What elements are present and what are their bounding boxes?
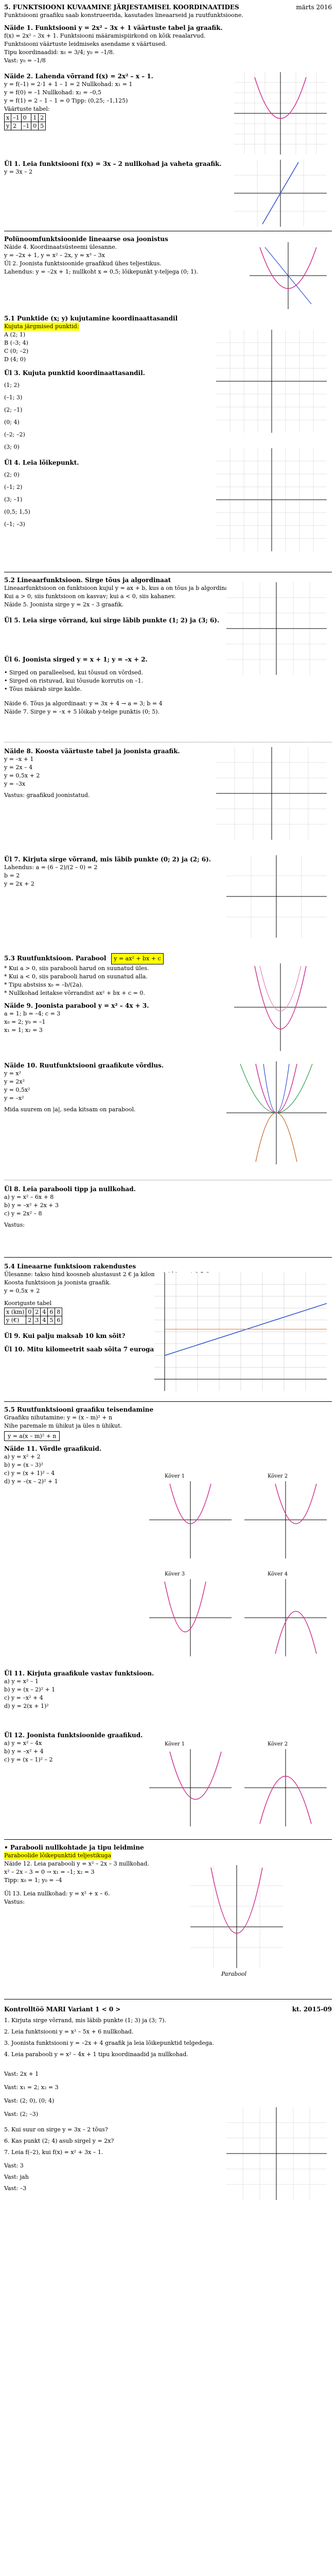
- curve-label: Kõver 1: [165, 1473, 185, 1479]
- exercise-1-title: Ül 1. Leia funktsiooni f(x) = 3x – 2 nullkohad ja vaheta graafik.: [4, 160, 222, 167]
- graph-section-6: [226, 582, 327, 675]
- section-9-rule: * Tipu abstsiss x₀ = –b/(2a).: [4, 981, 83, 988]
- section-9-rule: * Nullkohad leitakse võrrandist ax² + bx + c = 0.: [4, 990, 145, 996]
- values-table: x –1 0 1 2 y 2 –1 0 5: [4, 113, 46, 130]
- test-answer: Vast: jah: [4, 2174, 29, 2180]
- section-9-title: 5.3 Ruutfunktsioon. Parabool: [4, 955, 107, 962]
- exercise-3-point: (3; 0): [4, 444, 20, 450]
- table-label: Väärtuste tabel:: [4, 106, 50, 112]
- page-date: märts 2016: [296, 4, 332, 11]
- section-5-title: 5.1 Punktide (x; y) kujutamine koordinaattasandil: [4, 315, 178, 322]
- example-8-line: y = 2x – 4: [4, 764, 33, 771]
- exercise-4-point: (0,5; 1,5): [4, 509, 30, 515]
- exercise-3-point: (–2; –2): [4, 431, 25, 438]
- exercise-11-title: Ül 11. Kirjuta graafikule vastav funktsioon.: [4, 1670, 154, 1677]
- section-4-line: y = –2x + 1, y = x² – 2x, y = x³ – 3x: [4, 252, 105, 259]
- test-item: 3. Joonista funktsiooni y = –2x + 4 graafik ja leia lõikepunktid telgedega.: [4, 2040, 214, 2046]
- intro-text: Funktsiooni graafiku saab konstrueerida, kasutades lineaarseid ja ruutfunktsioone.: [4, 12, 243, 19]
- section-6-line: Näide 5. Joonista sirge y = 2x – 3 graafik.: [4, 601, 124, 608]
- exercise-11-item: d) y = 2(x + 1)²: [4, 1703, 49, 1709]
- graph-curve-2: [244, 1481, 327, 1558]
- curve-label: Kõver 2: [268, 1473, 288, 1479]
- graph-exercise-1: [234, 160, 327, 227]
- example-1-line: Funktsiooni väärtuste leidmiseks asendame x väärtused.: [4, 41, 167, 47]
- section-13-line: Graafiku nihutamine: y = (x – m)² + n: [4, 1414, 113, 1421]
- section-16-sub: Paraboolide lõikepunktid teljestikuga: [4, 1852, 112, 1859]
- exercise-8-item: b) y = –x² + 2x + 3: [4, 1202, 59, 1209]
- exercise-5-title: Ül 5. Leia sirge võrrand, kui sirge läbib punkte (1; 2) ja (3; 6).: [4, 617, 220, 624]
- test-item: 6. Kas punkt (2; 4) asub sirgel y = 2x?: [4, 2138, 114, 2144]
- section-6-note: • Sirged on ristuvad, kui tõusude korrutis on –1.: [4, 677, 144, 684]
- section-16-line: Tipp: x₀ = 1; y₀ = –4: [4, 1877, 62, 1884]
- exercise-8-answer: Vastus:: [4, 1222, 25, 1228]
- graph-example-10: [226, 1061, 327, 1164]
- test-answer: Vast: x₁ = 2; x₂ = 3: [4, 2084, 59, 2091]
- example-10-note: Mida suurem on |a|, seda kitsam on parabool.: [4, 1106, 136, 1113]
- graph-section-12: [154, 1273, 327, 1391]
- test-item: 1. Kirjuta sirge võrrand, mis läbib punkte (1; 3) ja (3; 7).: [4, 2017, 167, 2024]
- test-item: 4. Leia parabooli y = x² – 4x + 1 tipu koordinaadid ja nullkohad.: [4, 2051, 188, 2058]
- graph-example-2: [234, 72, 327, 155]
- section-13-title: 5.5 Ruutfunktsiooni graafiku teisendamine: [4, 1406, 154, 1413]
- exercise-12-item: b) y = –x² + 4: [4, 1748, 44, 1755]
- section-16-line: x² – 2x – 3 = 0 → x₁ = –1; x₂ = 3: [4, 1869, 95, 1875]
- exercise-11: [4, 1669, 332, 1710]
- graph-section-16: [190, 1865, 283, 1968]
- section-12-line: Ülesanne: takso hind koosneb alustasust 2 € ja kilomeetri hinnast 0,5 €.: [4, 1271, 211, 1278]
- exercise-7-line: y = 2x + 2: [4, 880, 34, 887]
- graph-ex12-2: [244, 1749, 327, 1826]
- exercise-1-line: y = 3x – 2: [4, 168, 33, 175]
- curve-label: Kõver 2: [268, 1741, 288, 1747]
- exercise-3-point: (1; 2): [4, 382, 20, 388]
- graph-exercise-7: [226, 855, 327, 938]
- distance-price-table: x (km) 0 2 4 6 8 y (€) 2 3 4 5 6: [4, 1308, 62, 1325]
- exercise-4-point: (–1; –3): [4, 521, 25, 528]
- exercise-12-item: c) y = (x – 1)² – 2: [4, 1756, 53, 1763]
- section-12-line: y = 0,5x + 2: [4, 1287, 40, 1294]
- example-1-line: Tipu koordinaadid: x₀ = 3/4; y₀ = –1/8.: [4, 49, 115, 56]
- test-item: 2. Leia funktsiooni y = x² – 5x + 6 nullkohad.: [4, 2028, 134, 2035]
- exercise-3-point: (–1; 3): [4, 394, 23, 401]
- example-2-line: y = f(1) = 2 – 1 – 1 = 0 Tipp: (0,25; –1,125): [4, 97, 128, 104]
- graph-ex12-1: [149, 1749, 232, 1826]
- example-1-title: Näide 1. Funktsiooni y = 2x² – 3x + 1 väärtuste tabel ja graafik.: [4, 24, 223, 31]
- exercise-4-point: (2; 0): [4, 471, 20, 478]
- section-5-point: B (–3; 4): [4, 340, 28, 346]
- exercise-6-title: Ül 6. Joonista sirged y = x + 1; y = –x + 2.: [4, 656, 148, 663]
- example-9-line: x₁ = 1; x₂ = 3: [4, 1027, 43, 1033]
- test-answer: Vast: (2; –3): [4, 2111, 39, 2117]
- example-8-answer: Vastus: graafikud joonistatud.: [4, 792, 90, 799]
- exercise-7-line: Lahendus: a = (6 – 2)/(2 – 0) = 2: [4, 864, 98, 871]
- graph-section-4: [250, 242, 327, 309]
- page-title: 5. FUNKTSIOONI KUVAAMINE JÄRJESTAMISEL KOORDINAATIDES: [4, 4, 239, 11]
- example-11-title: Näide 11. Võrdle graafikuid.: [4, 1445, 102, 1452]
- exercise-8: [4, 1185, 332, 1229]
- exercise-12-title: Ül 12. Joonista funktsioonide graafikud.: [4, 1732, 143, 1739]
- quadratic-formula-label: y = ax² + bx + c: [111, 953, 163, 964]
- example-8-title: Näide 8. Koosta väärtuste tabel ja joonista graafik.: [4, 748, 180, 755]
- section-5-point: D (4; 0): [4, 356, 26, 363]
- test-item: 7. Leia f(–2), kui f(x) = x² + 3x – 1.: [4, 2149, 103, 2156]
- exercise-3-point: (2; –1): [4, 406, 23, 413]
- example-8-line: y = –x + 1: [4, 756, 34, 762]
- example-10-title: Näide 10. Ruutfunktsiooni graafikute võrdlus.: [4, 1062, 164, 1069]
- curve-label: Kõver 3: [165, 1571, 185, 1577]
- section-16-title: • Parabooli nullkohtade ja tipu leidmine: [4, 1844, 144, 1851]
- graph-curve-3: [149, 1579, 232, 1656]
- exercise-11-item: b) y = (x – 2)² + 1: [4, 1686, 56, 1693]
- test-date: kt. 2015-09: [292, 2006, 332, 2013]
- exercise-8-item: a) y = x² – 6x + 8: [4, 1194, 54, 1200]
- exercise-11-item: c) y = –x² + 4: [4, 1694, 43, 1701]
- example-8-line: y = –3x: [4, 781, 26, 787]
- exercise-3-point: (0; 4): [4, 419, 20, 426]
- example-2-title: Näide 2. Lahenda võrrand f(x) = 2x² – x – 1.: [4, 73, 153, 80]
- section-4-line: Ül 2. Joonista funktsioonide graafikud ühes teljestikus.: [4, 260, 162, 267]
- section-6-note: • Tõus määrab sirge kalde.: [4, 686, 82, 692]
- section-4-title: Polünoomfunktsioonide lineaarse osa joonistus: [4, 235, 168, 243]
- test-answer: Vast: (2; 0), (0; 4): [4, 2097, 55, 2104]
- header: [4, 3, 332, 20]
- example-10-line: y = x²: [4, 1070, 22, 1077]
- example-2-line: y = f(–1) = 2·1 + 1 – 1 = 2 Nullkohad: x₁ = 1: [4, 81, 133, 88]
- graph-section-9: [234, 963, 327, 1051]
- exercise-7-line: b = 2: [4, 872, 20, 879]
- test-answer: Vast: 2x + 1: [4, 2071, 39, 2077]
- section-12-title: 5.4 Lineaarne funktsioon rakendustes: [4, 1263, 136, 1270]
- section-16-line: Ül 13. Leia nullkohad: y = x² + x – 6.: [4, 1890, 110, 1897]
- example-7-line: Näide 7. Sirge y = –x + 5 lõikab y-telge punktis (0; 5).: [4, 708, 160, 715]
- test-title: Kontrolltöö MARI Variant 1 < 0 >: [4, 2006, 121, 2013]
- exercise-12-item: a) y = x² – 4x: [4, 1740, 42, 1747]
- example-9-line: a = 1; b = –4; c = 3: [4, 1010, 61, 1017]
- example-11-item: c) y = (x + 1)² – 4: [4, 1470, 55, 1477]
- example-10-line: y = 2x²: [4, 1078, 25, 1085]
- example-6-line: Näide 6. Tõus ja algordinaat: y = 3x + 4 → a = 3; b = 4: [4, 700, 163, 707]
- table-title: Kooriguste tabel: [4, 1300, 52, 1307]
- exercise-10-title: Ül 10. Mitu kilomeetrit saab sõita 7 euroga?: [4, 1346, 158, 1353]
- graph-test: [226, 2107, 327, 2200]
- exercise-9-title: Ül 9. Kui palju maksab 10 km sõit?: [4, 1332, 126, 1340]
- section-5-point: A (2; 1): [4, 331, 26, 338]
- exercise-8-title: Ül 8. Leia parabooli tipp ja nullkohad.: [4, 1185, 136, 1193]
- section-16-line: Vastus:: [4, 1899, 25, 1905]
- test-item: 5. Kui suur on sirge y = 3x – 2 tõus?: [4, 2126, 108, 2133]
- section-13-line: Nihe paremale m ühikut ja üles n ühikut.: [4, 1422, 122, 1429]
- section-6-title: 5.2 Lineaarfunktsioon. Sirge tõus ja algordinaat: [4, 577, 171, 584]
- example-1-line: f(x) = 2x² – 3x + 1. Funktsiooni määramispiirkond on kõik reaalarvud.: [4, 32, 206, 39]
- section-12-line: Koosta funktsioon ja joonista graafik.: [4, 1279, 111, 1286]
- example-11-item: d) y = –(x – 2)² + 1: [4, 1478, 58, 1485]
- test-answer: Vast: –3: [4, 2185, 27, 2192]
- chart-caption: Parabool: [221, 1971, 247, 1977]
- exercise-8-item: c) y = 2x² – 8: [4, 1210, 42, 1217]
- section-6-line: Lineaarfunktsioon on funktsioon kujul y = ax + b, kus a on tõus ja b algordinaat.: [4, 585, 236, 591]
- graph-curve-1: [149, 1481, 232, 1558]
- example-8-line: y = 0,5x + 2: [4, 772, 40, 779]
- section-5-point: C (0; –2): [4, 348, 29, 354]
- graph-example-8: [216, 747, 327, 840]
- example-9-line: x₀ = 2; y₀ = –1: [4, 1019, 46, 1025]
- example-1-note: Vast: y₀ = –1/8: [4, 57, 46, 64]
- section-6-line: Kui a > 0, siis funktsioon on kasvav; kui a < 0, siis kahanev.: [4, 593, 176, 600]
- example-10-line: y = 0,5x²: [4, 1087, 30, 1093]
- graph-curve-4: [244, 1579, 327, 1656]
- exercise-4-point: (–1; 2): [4, 484, 23, 490]
- curve-label: Kõver 4: [268, 1571, 288, 1577]
- example-9-title: Näide 9. Joonista parabool y = x² – 4x + 3.: [4, 1002, 149, 1009]
- exercise-7-title: Ül 7. Kirjuta sirge võrrand, mis läbib punkte (0; 2) ja (2; 6).: [4, 856, 211, 863]
- exercise-3-title: Ül 3. Kujuta punktid koordinaattasandil.: [4, 369, 145, 377]
- section-6-note: • Sirged on paralleelsed, kui tõusud on võrdsed.: [4, 669, 143, 676]
- example-2-line: y = f(0) = –1 Nullkohad: x₂ = –0,5: [4, 89, 102, 96]
- exercise-4-title: Ül 4. Leia lõikepunkt.: [4, 459, 79, 466]
- example-11-item: a) y = x² + 2: [4, 1453, 41, 1460]
- example-10-line: y = –x²: [4, 1095, 24, 1101]
- example-1: [4, 24, 332, 65]
- vertex-form-box: y = a(x – m)² + n: [4, 1431, 60, 1441]
- section-9-rule: * Kui a > 0, siis parabooli harud on suunatud üles.: [4, 965, 149, 972]
- section-16-line: Näide 12. Leia parabooli y = x² – 2x – 3 nullkohad.: [4, 1860, 149, 1867]
- graph-exercise-4: [216, 448, 327, 551]
- section-4-line: Lahendus: y = –2x + 1; nullkoht x = 0,5; lõikepunkt y-teljega (0; 1).: [4, 268, 198, 275]
- graph-section-5: [216, 330, 327, 433]
- section-4-line: Näide 4. Koordinaatsüsteemi ülesanne.: [4, 244, 117, 250]
- curve-label: Kõver 1: [165, 1741, 185, 1747]
- exercise-4-point: (3; –1): [4, 496, 23, 503]
- section-9-rule: * Kui a < 0, siis parabooli harud on suunatud alla.: [4, 973, 148, 980]
- exercise-11-item: a) y = x² – 1: [4, 1678, 39, 1685]
- example-11-item: b) y = (x – 3)²: [4, 1462, 43, 1468]
- section-5-line: Kujuta järgmised punktid:: [4, 323, 79, 330]
- test-answer: Vast: 3: [4, 2162, 24, 2169]
